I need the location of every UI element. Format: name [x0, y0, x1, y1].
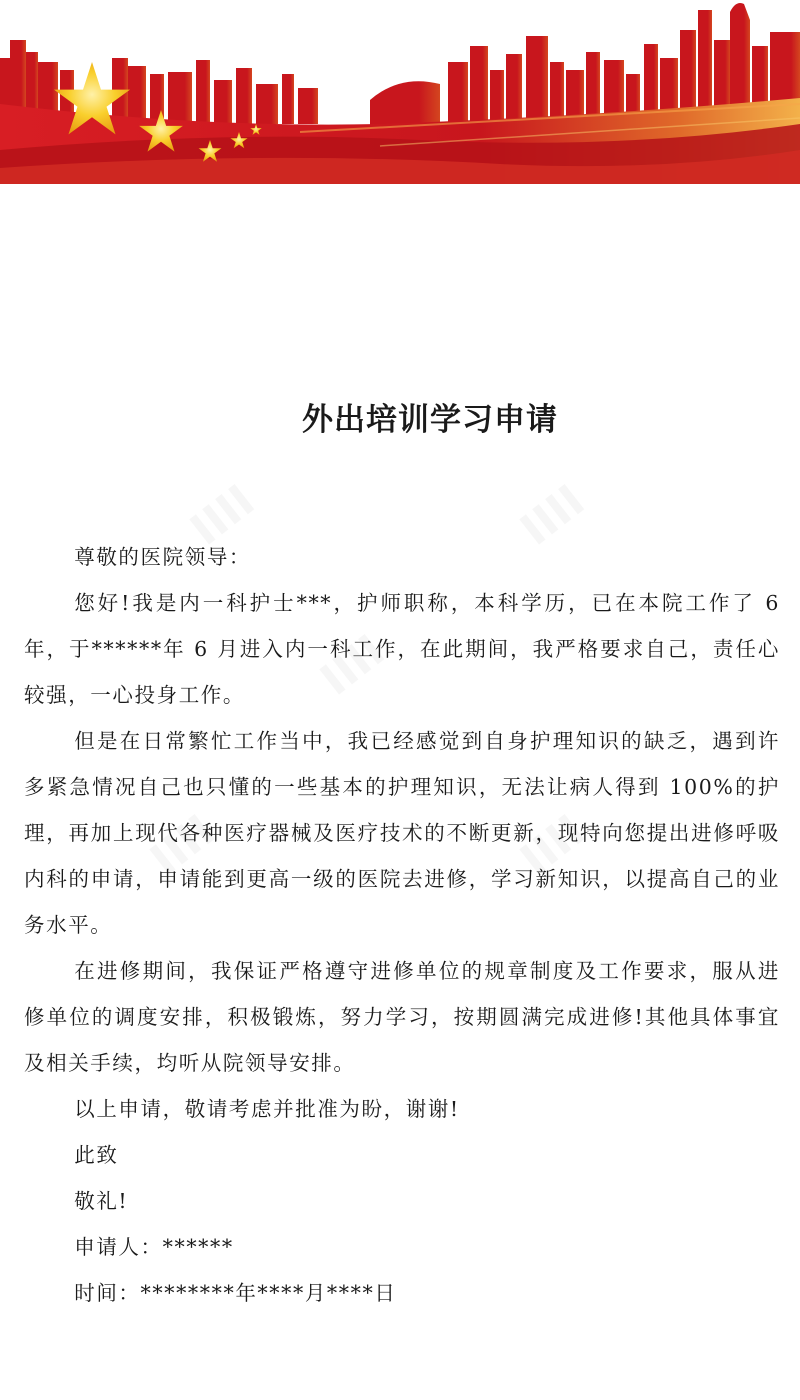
paragraph: 但是在日常繁忙工作当中，我已经感觉到自身护理知识的缺乏，遇到许多紧急情况自己也只懂的一些基本的护理知识，无法让病人得到 100%的护理，再加上现代各种医疗器械及医疗技术的不断更新，现特向您提出进修呼吸内科的申请，申请能到更高一级的医院去进修，学习新知识，以提高自己的业务水平。: [24, 729, 780, 937]
letter-body: [24, 534, 780, 1316]
closing: 此致: [74, 1143, 119, 1167]
header-banner: [0, 0, 800, 190]
salutation: 尊敬的医院领导：: [74, 545, 252, 569]
closing: 敬礼!: [74, 1189, 129, 1213]
applicant-line: 申请人：******: [74, 1235, 234, 1259]
date-line: 时间：********年****月****日: [74, 1281, 397, 1305]
paragraph: 您好!我是内一科护士***，护师职称，本科学历，已在本院工作了 6 年，于******年 6 月进入内一科工作，在此期间，我严格要求自己，责任心较强，一心投身工作。: [24, 591, 780, 707]
paragraph: 在进修期间，我保证严格遵守进修单位的规章制度及工作要求，服从进修单位的调度安排，积极锻炼，努力学习，按期圆满完成进修!其他具体事宜及相关手续，均听从院领导安排。: [24, 959, 780, 1075]
paragraph: 以上申请，敬请考虑并批准为盼，谢谢!: [74, 1097, 460, 1121]
document-title: 外出培训学习申请: [302, 402, 558, 438]
